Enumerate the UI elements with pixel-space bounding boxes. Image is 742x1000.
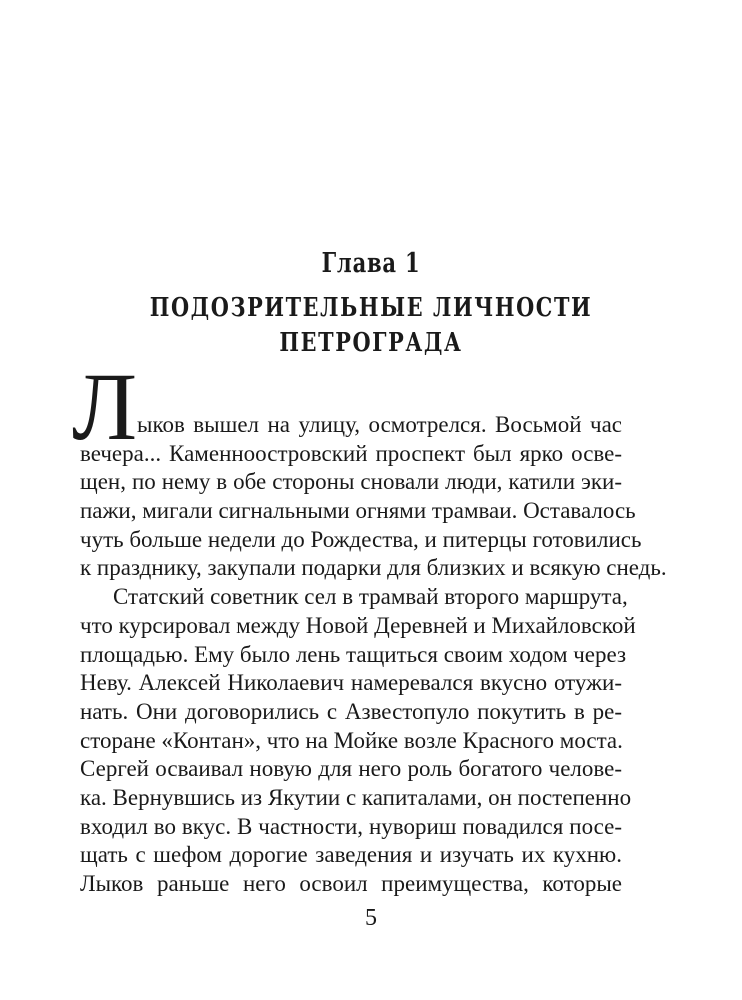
chapter-title-line-2: ПЕТРОГРАДА (279, 328, 463, 358)
text-line: ыков вышел на улицу, осмотрелся. Восьмой час (137, 412, 622, 437)
text-line: вечера... Каменноостровский проспект был ярко осве- (80, 440, 622, 466)
chapter-title (74, 291, 668, 361)
text-line: щен, по нему в обе стороны сновали люди, катили эки- (80, 469, 622, 495)
drop-cap: Л (72, 353, 138, 460)
text-line: нать. Они договорились с Азвестопуло покутить в ре- (80, 698, 622, 724)
text-line: входил во вкус. В частности, нувориш повадился посе- (80, 813, 622, 839)
text-line: пажи, мигали сигнальными огнями трамваи. Оставалось (80, 498, 636, 524)
text-line: Лыков раньше него освоил преимущества, которые (80, 871, 622, 896)
chapter-number: Глава 1 (321, 248, 421, 279)
text-line: щать с шефом дорогие заведения и изучать их кухню. (80, 842, 622, 868)
text-line: сторане «Контан», что на Мойке возле Красного моста. (80, 727, 623, 753)
page-number: 5 (365, 904, 377, 931)
text-line: площадью. Ему было лень тащиться своим ходом через (80, 641, 627, 667)
chapter-title-line-1: ПОДОЗРИТЕЛЬНЫЕ ЛИЧНОСТИ (149, 293, 593, 323)
text-line: ка. Вернувшись из Якутии с капиталами, он постепенно (80, 784, 632, 810)
text-line: к празднику, закупали подарки для близких и всякую снедь. (80, 555, 667, 581)
text-line: чуть больше недели до Рождества, и питерцы готовились (80, 526, 642, 552)
text-line: Неву. Алексей Николаевич намеревался вкусно отужи- (80, 670, 622, 696)
text-line: Сергей осваивал новую для него роль богатого челове- (80, 756, 622, 782)
text-line: Статский советник сел в трамвай второго маршрута, (113, 584, 628, 610)
text-line: что курсировал между Новой Деревней и Михайловской (80, 612, 636, 638)
